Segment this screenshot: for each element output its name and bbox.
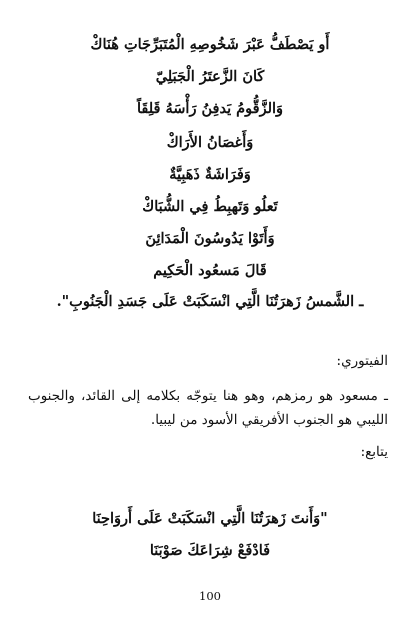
- poem-line: وَفَرَاشَةٌ ذَهَبِيَّةٌ: [169, 166, 251, 183]
- poem-line: قَالَ مَسعُود الْحَكِيم: [153, 262, 267, 279]
- page-number: 100: [199, 589, 221, 603]
- poem-line: ـ الشَّمسُ زَهرَتُنَا الَّتِي انْسَكَبَتْ عَلَى جَسَدِ الْجَنُوبِ".: [56, 293, 364, 310]
- poem-line: وَأَتَوْا يَدُوسُونَ الْمَدَائِنَ: [145, 230, 275, 247]
- speaker-label: الفيتوري:: [336, 353, 388, 369]
- commentary-paragraph: ـ مسعود هو رمزهم، وهو هنا يتوجّه بكلامه إلى القائد، والجنوب الليبي هو الجنوب الأفريقي الأسود من ليبيا.: [28, 388, 388, 428]
- poem-line: تَعلُو وَتَهبِطُ فِي الشُّبَاكْ: [142, 198, 278, 215]
- poem-line: وَأَغصَانُ الأَرَاكْ: [166, 134, 254, 151]
- poem-line: أَو يَصْطَفُّ عَبْرَ شَخُوصِهِ الْمُتَبَرِّجَاتِ هُنَاكْ: [90, 36, 330, 53]
- continues-label: يتابع:: [360, 444, 388, 460]
- poem-line: كَانَ الزَّعتَرُ الْجَبَلِيّ: [155, 68, 265, 85]
- poem-line: وَالزَّقُّومُ يَدفِنُ رَأْسَهُ قَلِقَاً: [136, 100, 284, 117]
- poem-line: "وَأَنتَ زَهرَتُنَا الَّتِي انْسَكَبَتْ عَلَى أَروَاحِنَا: [92, 510, 328, 527]
- poem-line: فَادْفَعْ شِرَاعَكَ صَوْبَنَا: [149, 542, 271, 559]
